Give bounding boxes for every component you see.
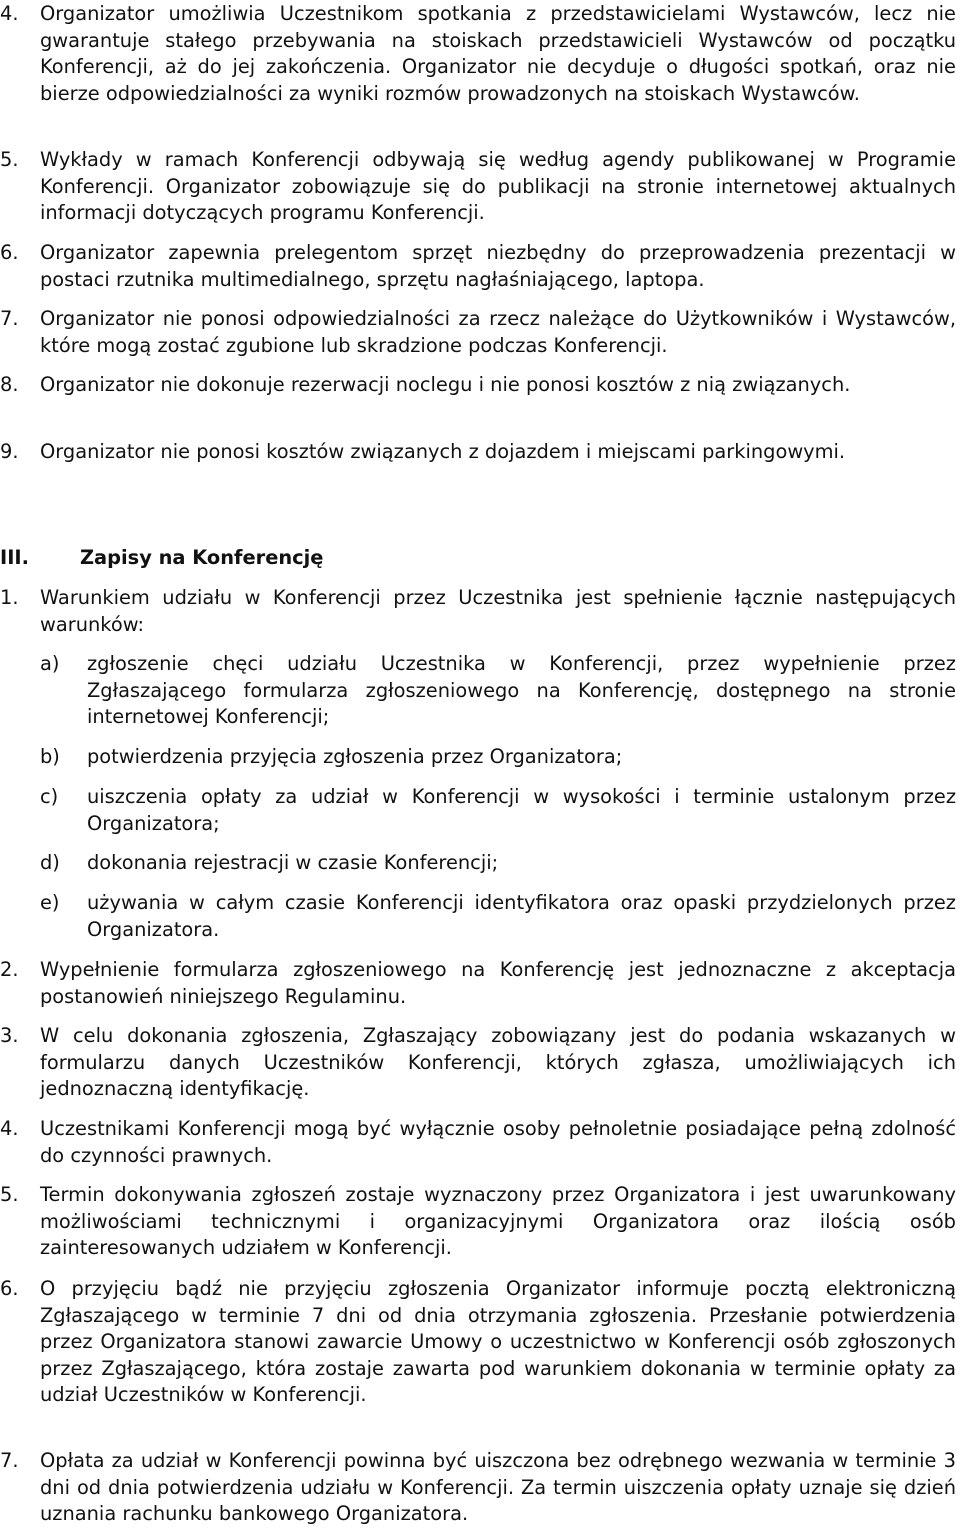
list-item	[0, 1023, 956, 1103]
item-number: 6.	[0, 241, 19, 264]
item-text: Organizator zapewnia prelegentom sprzęt niezbędny do przeprowadzenia prezentacji w postaci rzutnika multimedialnego, sprzętu nagłaśniającego, laptopa.	[40, 241, 956, 291]
item-text: O przyjęciu bądź nie przyjęciu zgłoszenia Organizator informuje pocztą elektroniczną Zgłaszającego w terminie 7 dni od dnia otrzymania zgłoszenia. Przesłanie potwierdzenia przez Organizatora stanowi zawarcie Umowy o uczestnictwo w Konferencji osób zgłoszonych przez Zgłaszającego, która zostaje zawarta pod warunkiem dokonania w terminie opłaty za udział Uczestników w Konferencji.	[40, 1277, 956, 1407]
list-item	[0, 585, 956, 638]
condition-item	[40, 850, 956, 877]
condition-item	[40, 890, 956, 943]
item-number: 7.	[0, 1449, 19, 1472]
section-number: III.	[0, 546, 30, 569]
item-text: Organizator umożliwia Uczestnikom spotkania z przedstawicielami Wystawców, lecz nie gwarantuje stałego przebywania na stoiskach przedstawicieli Wystawców od początku Konferencji, aż do jej zakończenia. Organizator nie decyduje o długości spotkań, oraz nie bierze odpowiedzialności za wyniki rozmów prowadzonych na stoiskach Wystawców.	[40, 2, 956, 105]
item-text: W celu dokonania zgłoszenia, Zgłaszający zobowiązany jest do podania wskazanych w formularzu danych Uczestników Konferencji, których zgłasza, umożliwiających ich jednoznaczną identyfikację.	[40, 1024, 956, 1101]
item-number: 4.	[0, 1117, 19, 1140]
list-item	[0, 957, 956, 1010]
list-item	[0, 147, 956, 227]
item-text: Uczestnikami Konferencji mogą być wyłącznie osoby pełnoletnie posiadające pełną zdolność do czynności prawnych.	[40, 1117, 956, 1167]
item-number: 4.	[0, 2, 19, 25]
item-text: Organizator nie ponosi odpowiedzialności za rzecz należące do Użytkowników i Wystawców, które mogą zostać zgubione lub skradzione podczas Konferencji.	[40, 307, 956, 357]
item-number: 5.	[0, 1183, 19, 1206]
condition-text: używania w całym czasie Konferencji identyfikatora oraz opaski przydzielonych przez Organizatora.	[87, 891, 956, 941]
item-text: Organizator nie dokonuje rezerwacji noclegu i nie ponosi kosztów z nią związanych.	[40, 373, 851, 396]
item-text: Opłata za udział w Konferencji powinna być uiszczona bez odrębnego wezwania w terminie 3 dni od dnia potwierdzenia udziału w Konferencji. Za termin uiszczenia opłaty uznaje się dzień uznania rachunku bankowego Organizatora.	[40, 1449, 956, 1526]
list-item	[0, 1116, 956, 1169]
list-item	[0, 1448, 956, 1528]
item-number: 7.	[0, 307, 19, 330]
item-text: Warunkiem udziału w Konferencji przez Uczestnika jest spełnienie łącznie następujących warunków:	[40, 586, 956, 636]
item-text: Wykłady w ramach Konferencji odbywają się według agendy publikowanej w Programie Konferencji. Organizator zobowiązuje się do publikacji na stronie internetowej aktualnych informacji dotyczących programu Konferencji.	[40, 148, 956, 225]
list-item	[0, 439, 956, 466]
list-item	[0, 1, 956, 107]
item-number: 8.	[0, 373, 19, 396]
item-number: 6.	[0, 1277, 19, 1300]
condition-text: dokonania rejestracji w czasie Konferencji;	[87, 851, 499, 874]
section-title: Zapisy na Konferencję	[80, 546, 324, 569]
item-number: 5.	[0, 148, 19, 171]
condition-letter: b)	[40, 745, 60, 768]
condition-item	[40, 651, 956, 731]
item-number: 2.	[0, 958, 19, 981]
item-text: Wypełnienie formularza zgłoszeniowego na Konferencję jest jednoznaczne z akceptacja postanowień niniejszego Regulaminu.	[40, 958, 956, 1008]
list-item	[0, 306, 956, 359]
condition-letter: e)	[40, 891, 60, 914]
item-text: Termin dokonywania zgłoszeń zostaje wyznaczony przez Organizatora i jest uwarunkowany możliwościami technicznymi i organizacyjnymi Organizatora oraz ilością osób zainteresowanych udziałem w Konferencji.	[40, 1183, 956, 1260]
condition-text: potwierdzenia przyjęcia zgłoszenia przez Organizatora;	[87, 745, 623, 768]
condition-letter: a)	[40, 652, 60, 675]
item-text: Organizator nie ponosi kosztów związanych z dojazdem i miejscami parkingowymi.	[40, 440, 846, 463]
item-number: 3.	[0, 1024, 19, 1047]
condition-item	[40, 784, 956, 837]
condition-letter: c)	[40, 785, 59, 808]
condition-item	[40, 744, 956, 771]
condition-text: zgłoszenie chęci udziału Uczestnika w Konferencji, przez wypełnienie przez Zgłaszającego formularza zgłoszeniowego na Konferencję, dostępnego na stronie internetowej Konferencji;	[87, 652, 956, 729]
condition-text: uiszczenia opłaty za udział w Konferencji w wysokości i terminie ustalonym przez Organizatora;	[87, 785, 956, 835]
list-item	[0, 1182, 956, 1262]
item-number: 1.	[0, 586, 19, 609]
list-item	[0, 240, 956, 293]
item-number: 9.	[0, 440, 19, 463]
condition-letter: d)	[40, 851, 60, 874]
list-item	[0, 1276, 956, 1409]
list-item	[0, 372, 956, 399]
